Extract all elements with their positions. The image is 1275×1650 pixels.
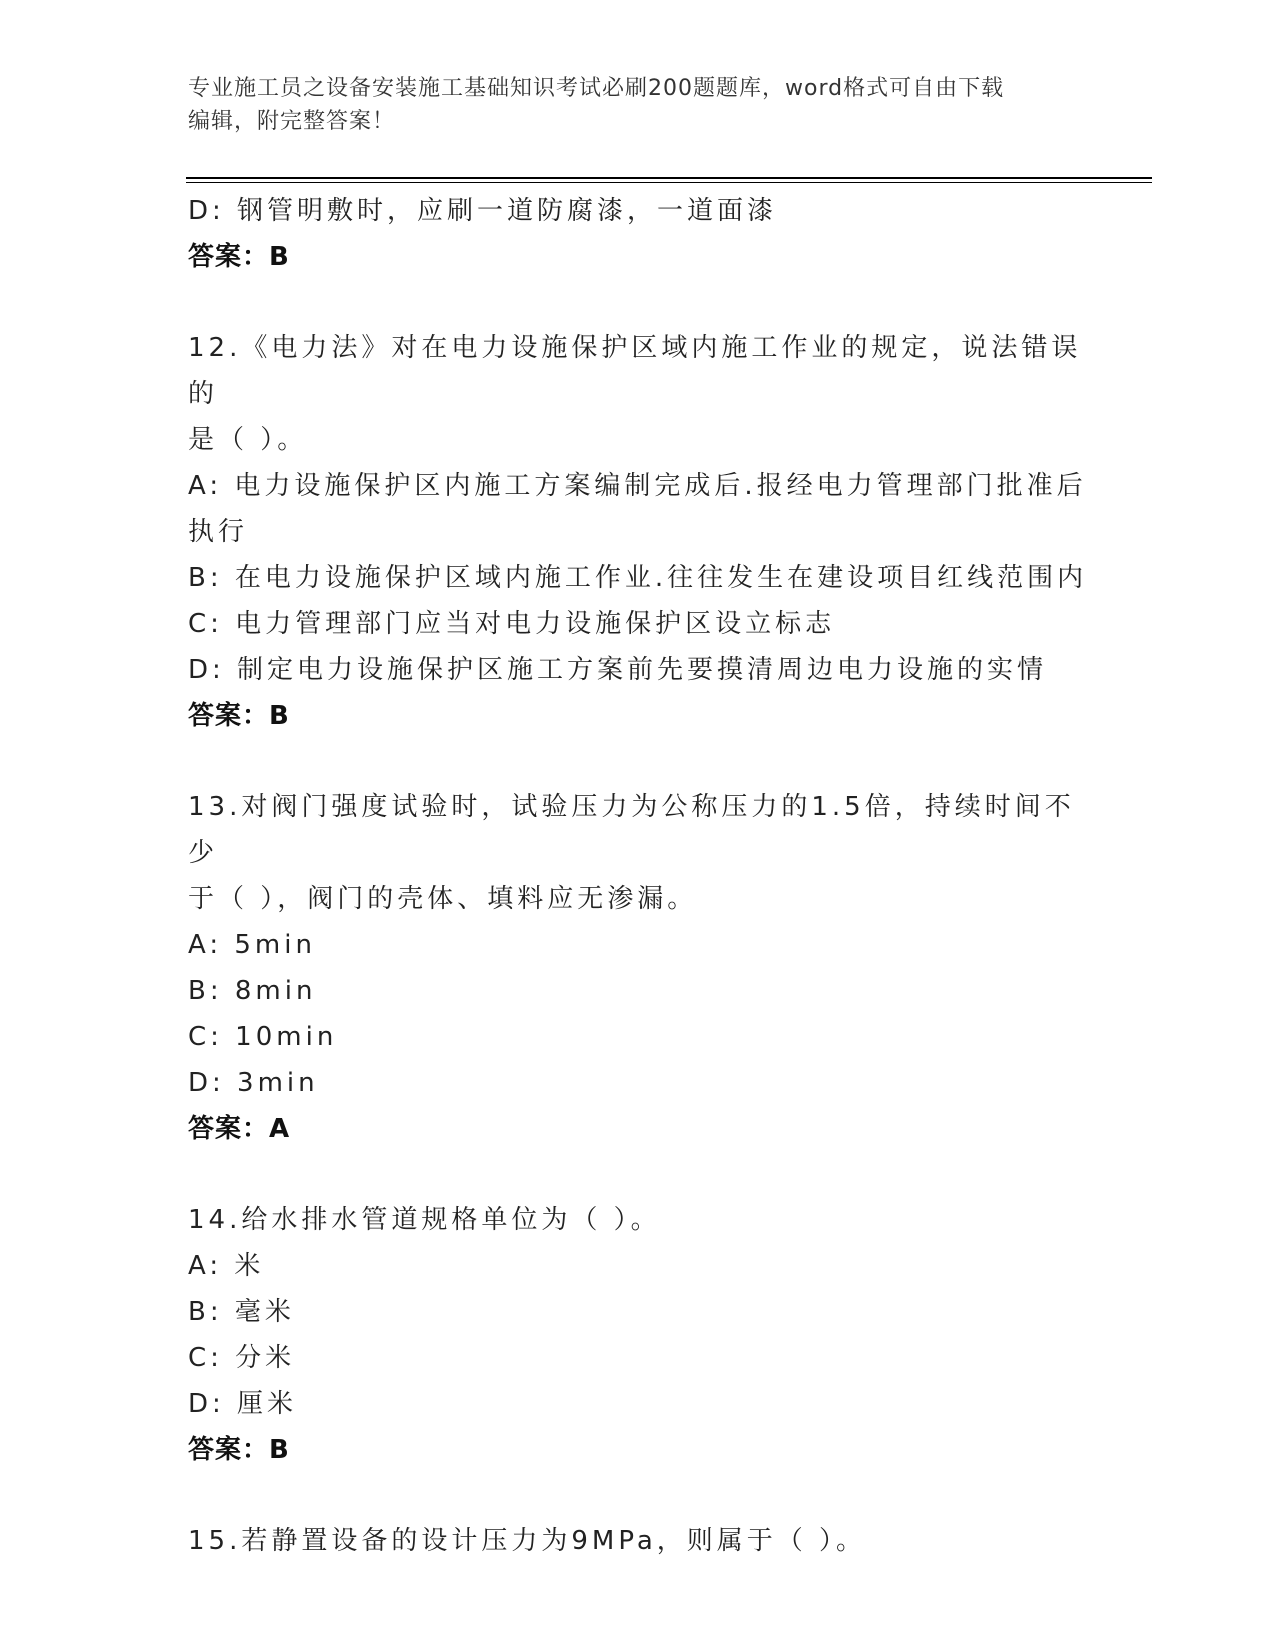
option-b: B: 8min <box>188 976 317 1006</box>
answer: 答案：B <box>188 242 290 272</box>
option-c: C: 分米 <box>188 1343 296 1373</box>
option-a: A: 电力设施保护区内施工方案编制完成后.报经电力管理部门批准后 <box>188 471 1087 501</box>
question-stem: 12.《电力法》对在电力设施保护区域内施工作业的规定，说法错误的 <box>188 333 1082 409</box>
spacer <box>188 280 1088 325</box>
option-d: D: 3min <box>188 1068 319 1098</box>
question-12 <box>188 325 1088 739</box>
question-stem-cont: 是（ ）。 <box>188 425 308 455</box>
question-stem: 14.给水排水管道规格单位为（ ）。 <box>188 1205 661 1235</box>
option-c: C: 10min <box>188 1022 338 1052</box>
option-d: D: 制定电力设施保护区施工方案前先要摸清周边电力设施的实情 <box>188 655 1048 685</box>
option-a: A: 5min <box>188 930 316 960</box>
question-list <box>188 188 1088 1564</box>
header-divider-thin <box>186 182 1152 183</box>
header-title-line1: 专业施工员之设备安装施工基础知识考试必刷200题题库，word格式可自由下载 <box>188 76 1005 101</box>
option-a: A: 米 <box>188 1251 265 1281</box>
spacer <box>188 1152 1088 1197</box>
answer: 答案：A <box>188 1114 291 1144</box>
option-b: B: 在电力设施保护区域内施工作业.往往发生在建设项目红线范围内 <box>188 563 1088 593</box>
option-c: C: 电力管理部门应当对电力设施保护区设立标志 <box>188 609 836 639</box>
option-b: B: 毫米 <box>188 1297 295 1327</box>
option-a-cont: 执行 <box>188 517 249 547</box>
header-title-line2: 编辑，附完整答案！ <box>188 109 396 134</box>
question-13 <box>188 784 1088 1152</box>
spacer <box>188 739 1088 784</box>
option-d: D: 厘米 <box>188 1389 298 1419</box>
question-stem-cont: 于（ ），阀门的壳体、填料应无渗漏。 <box>188 884 698 914</box>
spacer <box>188 1473 1088 1518</box>
question-stem: 13.对阀门强度试验时，试验压力为公称压力的1.5倍，持续时间不少 <box>188 792 1075 868</box>
header-divider-thick <box>186 177 1152 179</box>
question-14 <box>188 1197 1088 1473</box>
document-header <box>188 72 1088 138</box>
question-15 <box>188 1518 1088 1564</box>
option-d: D: 钢管明敷时，应刷一道防腐漆，一道面漆 <box>188 196 778 226</box>
question-11-tail <box>188 188 1088 280</box>
answer: 答案：B <box>188 1435 290 1465</box>
question-stem: 15.若静置设备的设计压力为9MPa，则属于（ ）。 <box>188 1526 867 1556</box>
answer: 答案：B <box>188 701 290 731</box>
